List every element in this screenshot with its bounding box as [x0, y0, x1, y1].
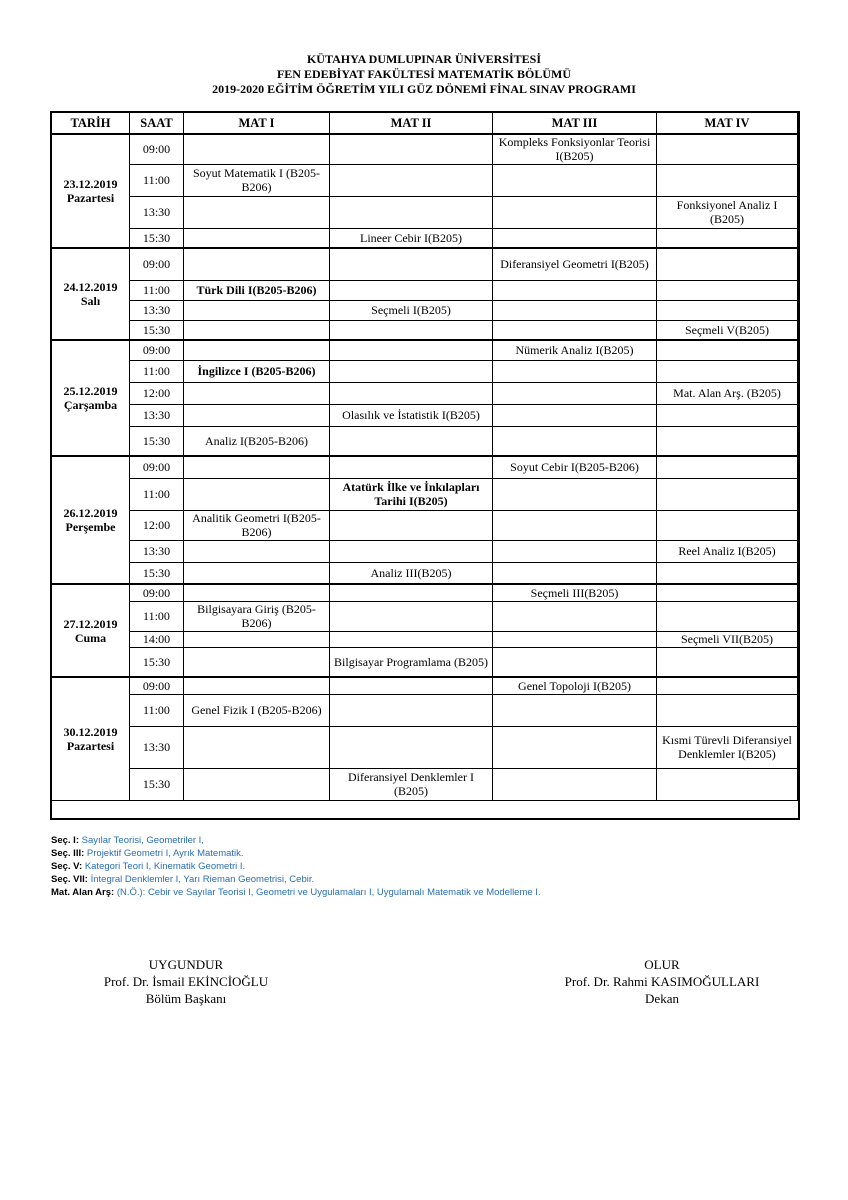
course-cell-mat4 [657, 426, 798, 456]
course-cell-mat2: Diferansiyel Denklemler I (B205) [330, 768, 493, 800]
table-row [52, 631, 798, 647]
signer-name: Prof. Dr. İsmail EKİNCİOĞLU [103, 974, 269, 989]
exam-time: 12:00 [130, 510, 184, 540]
course-cell-mat1 [184, 196, 330, 228]
course-cell-mat1: Bilgisayara Giriş (B205-B206) [184, 601, 330, 631]
course-cell-mat1 [184, 647, 330, 677]
course-cell-mat3 [493, 196, 657, 228]
course-cell-mat4 [657, 647, 798, 677]
course-cell-mat4: Reel Analiz I(B205) [657, 540, 798, 562]
exam-time: 13:30 [130, 404, 184, 426]
course-cell-mat3 [493, 694, 657, 726]
course-cell-mat4 [657, 280, 798, 300]
column-header-mat4: MAT IV [657, 113, 798, 135]
course-cell-mat4 [657, 601, 798, 631]
course-cell-mat4 [657, 694, 798, 726]
exam-time: 13:30 [130, 540, 184, 562]
exam-date: 27.12.2019 [63, 616, 118, 631]
exam-time: 09:00 [130, 584, 184, 601]
elective-notes [51, 834, 541, 899]
exam-time: 15:30 [130, 562, 184, 584]
exam-date-cell [52, 340, 130, 456]
column-header-time: SAAT [130, 113, 184, 135]
exam-time: 11:00 [130, 164, 184, 196]
table-row [52, 360, 798, 382]
course-cell-mat2 [330, 726, 493, 768]
exam-weekday: Çarşamba [63, 398, 118, 412]
course-cell-mat3 [493, 562, 657, 584]
note-text: Projektif Geometri I, Ayrık Matematik. [86, 848, 244, 859]
course-cell-mat3: Seçmeli III(B205) [493, 584, 657, 601]
exam-weekday: Salı [80, 294, 101, 308]
course-cell-mat1 [184, 340, 330, 360]
signer-name: Prof. Dr. Rahmi KASIMOĞULLARI [564, 974, 760, 989]
course-cell-mat3: Genel Topoloji I(B205) [493, 677, 657, 694]
course-cell-mat4 [657, 164, 798, 196]
approval-label: UYGUNDUR [148, 957, 224, 972]
course-cell-mat2: Olasılık ve İstatistik I(B205) [330, 404, 493, 426]
exam-date-cell [52, 677, 130, 800]
course-cell-mat3 [493, 228, 657, 248]
course-cell-mat1 [184, 677, 330, 694]
course-cell-mat4: Fonksiyonel Analiz I (B205) [657, 196, 798, 228]
course-cell-mat3 [493, 164, 657, 196]
exam-time: 13:30 [130, 300, 184, 320]
table-row [52, 540, 798, 562]
course-cell-mat4 [657, 248, 798, 280]
course-cell-mat1: Analitik Geometri I(B205-B206) [184, 510, 330, 540]
exam-time: 15:30 [130, 320, 184, 340]
course-cell-mat3 [493, 320, 657, 340]
course-cell-mat4 [657, 562, 798, 584]
course-cell-mat1 [184, 631, 330, 647]
note-line [51, 847, 541, 860]
table-row [52, 228, 798, 248]
table-row [52, 584, 798, 601]
course-cell-mat3 [493, 404, 657, 426]
column-header-mat2: MAT II [330, 113, 493, 135]
table-row [52, 426, 798, 456]
course-cell-mat2: Seçmeli I(B205) [330, 300, 493, 320]
course-cell-mat2 [330, 426, 493, 456]
course-cell-mat1 [184, 478, 330, 510]
course-cell-mat4 [657, 768, 798, 800]
course-cell-mat4: Seçmeli VII(B205) [657, 631, 798, 647]
exam-time: 09:00 [130, 677, 184, 694]
column-header-mat1: MAT I [184, 113, 330, 135]
exam-time: 15:30 [130, 768, 184, 800]
table-row [52, 694, 798, 726]
document-header [0, 52, 848, 97]
course-cell-mat1 [184, 320, 330, 340]
course-cell-mat2 [330, 694, 493, 726]
course-cell-mat2 [330, 196, 493, 228]
course-cell-mat2 [330, 540, 493, 562]
course-cell-mat1 [184, 456, 330, 478]
course-cell-mat4 [657, 300, 798, 320]
exam-weekday: Pazartesi [66, 191, 115, 205]
exam-date-cell [52, 456, 130, 584]
course-cell-mat1 [184, 248, 330, 280]
note-label: Mat. Alan Arş: [51, 887, 115, 898]
course-cell-mat3 [493, 510, 657, 540]
course-cell-mat2 [330, 584, 493, 601]
course-cell-mat3 [493, 768, 657, 800]
exam-time: 11:00 [130, 601, 184, 631]
course-cell-mat1 [184, 562, 330, 584]
course-cell-mat1 [184, 540, 330, 562]
exam-time: 09:00 [130, 456, 184, 478]
course-cell-mat1 [184, 584, 330, 601]
exam-weekday: Perşembe [65, 520, 116, 534]
course-cell-mat3 [493, 631, 657, 647]
exam-time: 13:30 [130, 726, 184, 768]
column-header-date: TARİH [52, 113, 130, 135]
note-label: Seç. III: [51, 848, 85, 859]
exam-time: 15:30 [130, 647, 184, 677]
course-cell-mat3 [493, 360, 657, 382]
exam-time: 12:00 [130, 382, 184, 404]
course-cell-mat2 [330, 134, 493, 164]
note-text: (N.Ö.): Cebir ve Sayılar Teorisi I, Geometri ve Uygulamaları I, Uygulamalı Matematik ve Modelleme I. [116, 887, 541, 898]
course-cell-mat1: İngilizce I (B205-B206) [184, 360, 330, 382]
course-cell-mat3: Soyut Cebir I(B205-B206) [493, 456, 657, 478]
course-cell-mat2 [330, 601, 493, 631]
course-cell-mat2 [330, 248, 493, 280]
table-row [52, 726, 798, 768]
course-cell-mat2 [330, 320, 493, 340]
exam-date-cell [52, 134, 130, 248]
course-cell-mat1 [184, 382, 330, 404]
exam-date: 30.12.2019 [63, 724, 118, 739]
table-row [52, 601, 798, 631]
course-cell-mat1 [184, 228, 330, 248]
note-line [51, 834, 541, 847]
course-cell-mat4 [657, 456, 798, 478]
course-cell-mat4 [657, 404, 798, 426]
course-cell-mat2: Lineer Cebir I(B205) [330, 228, 493, 248]
signature-department-head [56, 956, 316, 1007]
course-cell-mat1: Genel Fizik I (B205-B206) [184, 694, 330, 726]
course-cell-mat4: Mat. Alan Arş. (B205) [657, 382, 798, 404]
table-row [52, 300, 798, 320]
course-cell-mat2 [330, 340, 493, 360]
course-cell-mat2: Atatürk İlke ve İnkılapları Tarihi I(B205) [330, 478, 493, 510]
exam-schedule-table [51, 112, 798, 801]
course-cell-mat4 [657, 584, 798, 601]
course-cell-mat4 [657, 134, 798, 164]
course-cell-mat3 [493, 478, 657, 510]
note-label: Seç. V: [51, 861, 83, 872]
table-row [52, 677, 798, 694]
course-cell-mat3 [493, 647, 657, 677]
table-header-row [52, 113, 798, 135]
course-cell-mat2 [330, 280, 493, 300]
table-row [52, 340, 798, 360]
approval-label: OLUR [644, 957, 680, 972]
course-cell-mat3: Diferansiyel Geometri I(B205) [493, 248, 657, 280]
table-row [52, 456, 798, 478]
course-cell-mat3 [493, 726, 657, 768]
table-row [52, 248, 798, 280]
course-cell-mat2 [330, 631, 493, 647]
course-cell-mat4: Seçmeli V(B205) [657, 320, 798, 340]
exam-date: 26.12.2019 [63, 506, 118, 520]
table-row [52, 280, 798, 300]
exam-weekday: Pazartesi [66, 738, 115, 753]
exam-time: 11:00 [130, 478, 184, 510]
exam-date: 24.12.2019 [63, 280, 118, 294]
course-cell-mat1: Soyut Matematik I (B205-B206) [184, 164, 330, 196]
course-cell-mat4 [657, 360, 798, 382]
exam-time: 09:00 [130, 248, 184, 280]
exam-date-cell [52, 584, 130, 677]
note-line [51, 860, 541, 873]
exam-time: 09:00 [130, 340, 184, 360]
table-row [52, 510, 798, 540]
exam-time: 15:30 [130, 426, 184, 456]
course-cell-mat3: Nümerik Analiz I(B205) [493, 340, 657, 360]
course-cell-mat1 [184, 404, 330, 426]
course-cell-mat4 [657, 478, 798, 510]
course-cell-mat3 [493, 601, 657, 631]
exam-time: 11:00 [130, 360, 184, 382]
exam-date: 25.12.2019 [63, 384, 118, 398]
exam-date: 23.12.2019 [63, 177, 118, 191]
faculty-name: FEN EDEBİYAT FAKÜLTESİ MATEMATİK BÖLÜMÜ [276, 67, 572, 81]
note-label: Seç. I: [51, 835, 79, 846]
course-cell-mat3 [493, 382, 657, 404]
exam-time: 09:00 [130, 134, 184, 164]
course-cell-mat4 [657, 677, 798, 694]
course-cell-mat3 [493, 280, 657, 300]
note-text: Sayılar Teorisi, Geometriler I, [81, 835, 204, 846]
exam-time: 14:00 [130, 631, 184, 647]
note-text: İntegral Denklemler I, Yarı Rieman Geometrisi, Cebir. [90, 874, 315, 885]
university-name: KÜTAHYA DUMLUPINAR ÜNİVERSİTESİ [306, 52, 542, 66]
course-cell-mat3 [493, 300, 657, 320]
signer-title: Dekan [645, 991, 679, 1006]
course-cell-mat2 [330, 382, 493, 404]
course-cell-mat4 [657, 340, 798, 360]
note-label: Seç. VII: [51, 874, 88, 885]
note-line [51, 873, 541, 886]
table-row [52, 478, 798, 510]
signature-dean [532, 956, 792, 1007]
table-row [52, 320, 798, 340]
table-row [52, 647, 798, 677]
table-row [52, 164, 798, 196]
course-cell-mat3 [493, 540, 657, 562]
schedule-body [52, 134, 798, 800]
table-row [52, 562, 798, 584]
course-cell-mat3 [493, 426, 657, 456]
course-cell-mat3: Kompleks Fonksiyonlar Teorisi I(B205) [493, 134, 657, 164]
course-cell-mat1 [184, 134, 330, 164]
exam-time: 13:30 [130, 196, 184, 228]
course-cell-mat2 [330, 360, 493, 382]
course-cell-mat1: Türk Dili I(B205-B206) [184, 280, 330, 300]
exam-weekday: Cuma [74, 630, 107, 645]
course-cell-mat2: Bilgisayar Programlama (B205) [330, 647, 493, 677]
course-cell-mat1 [184, 726, 330, 768]
exam-date-cell [52, 248, 130, 340]
course-cell-mat1 [184, 768, 330, 800]
program-title: 2019-2020 EĞİTİM ÖĞRETİM YILI GÜZ DÖNEMİ FİNAL SINAV PROGRAMI [212, 82, 636, 96]
table-row [52, 196, 798, 228]
course-cell-mat2: Analiz III(B205) [330, 562, 493, 584]
course-cell-mat2 [330, 456, 493, 478]
note-line [51, 886, 541, 899]
course-cell-mat2 [330, 677, 493, 694]
course-cell-mat4 [657, 228, 798, 248]
table-row [52, 768, 798, 800]
course-cell-mat1 [184, 300, 330, 320]
course-cell-mat2 [330, 164, 493, 196]
table-row [52, 382, 798, 404]
table-row [52, 404, 798, 426]
signer-title: Bölüm Başkanı [145, 991, 227, 1006]
exam-time: 15:30 [130, 228, 184, 248]
course-cell-mat4: Kısmi Türevli Diferansiyel Denklemler I(B205) [657, 726, 798, 768]
course-cell-mat2 [330, 510, 493, 540]
exam-time: 11:00 [130, 280, 184, 300]
column-header-mat3: MAT III [493, 113, 657, 135]
course-cell-mat4 [657, 510, 798, 540]
exam-time: 11:00 [130, 694, 184, 726]
table-row [52, 134, 798, 164]
note-text: Kategori Teori I, Kinematik Geometri I. [84, 861, 246, 872]
course-cell-mat1: Analiz I(B205-B206) [184, 426, 330, 456]
